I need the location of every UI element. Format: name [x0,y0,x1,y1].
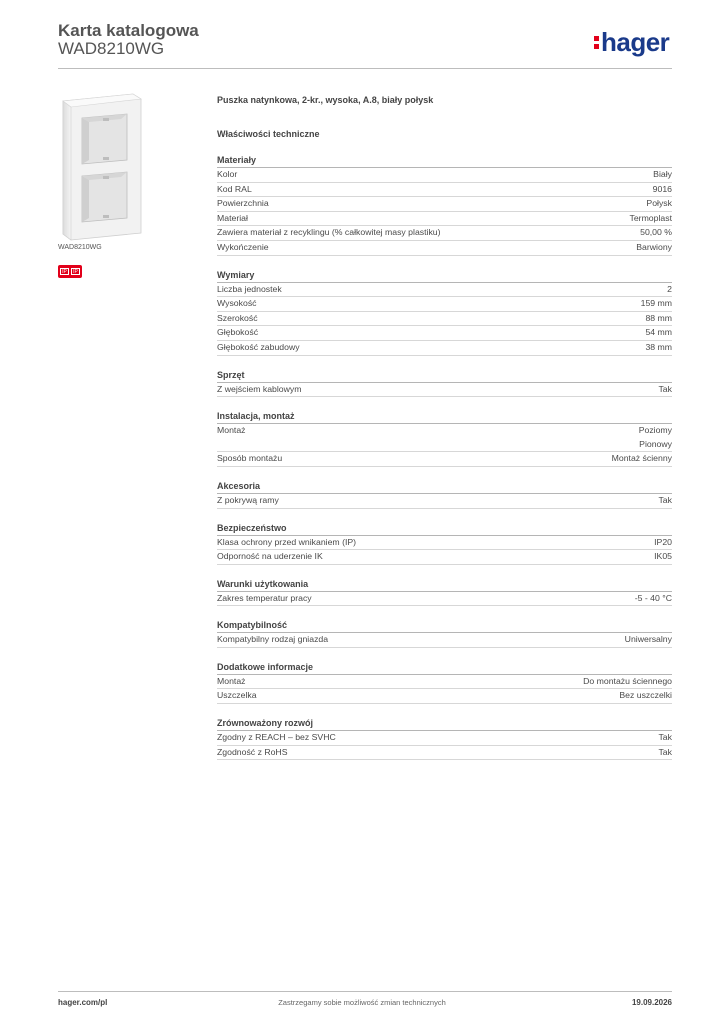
spec-label: Zgodny z REACH – bez SVHC [217,732,336,743]
spec-row [217,297,672,312]
spec-label: Głębokość zabudowy [217,341,300,352]
spec-value [645,312,672,326]
section-title: Wymiary [217,269,672,283]
section-title: Instalacja, montaż [217,410,672,424]
spec-row [217,326,672,341]
spec-label: Z wejściem kablowym [217,383,302,394]
footer-divider [58,991,672,992]
spec-section [217,480,672,509]
spec-value-line: Pionowy [639,438,672,449]
spec-value [612,452,672,466]
spec-label: Montaż [217,425,246,436]
spec-value [639,424,672,451]
spec-row [217,550,672,565]
spec-label: Montaż [217,675,246,686]
image-caption: WAD8210WG [58,244,102,251]
spec-value [619,689,672,703]
spec-value [630,212,673,226]
ip-badge-label: IP [60,268,69,275]
hager-logo [594,27,669,58]
spec-label: Zakres temperatur pracy [217,592,312,603]
spec-row [217,452,672,467]
spec-value-line: 38 mm [645,341,672,352]
section-title: Sprzęt [217,369,672,383]
spec-label: Głębokość [217,327,259,338]
spec-value [645,326,672,340]
spec-value [658,746,672,760]
spec-label: Kompatybilny rodzaj gniazda [217,634,329,645]
spec-value [654,550,672,564]
section-title: Kompatybilność [217,619,672,633]
spec-value-line: Tak [658,383,672,394]
spec-value [635,592,672,606]
logo-dots-icon [594,33,599,52]
product-description: Puszka natynkowa, 2-kr., wysoka, A.8, biały połysk [217,95,434,105]
spec-value-line: Tak [658,732,672,743]
spec-row [217,168,672,183]
spec-value-line: Tak [658,746,672,757]
spec-label: Uszczelka [217,690,257,701]
spec-value-line: 54 mm [645,327,672,338]
spec-row [217,183,672,198]
spec-row [217,424,672,452]
spec-value-line: -5 - 40 °C [634,592,672,603]
spec-value-line: Biały [653,169,672,179]
spec-row [217,312,672,327]
spec-row [217,633,672,648]
spec-label: Liczba jednostek [217,283,282,294]
ip-badge-label: IP [71,268,80,275]
spec-value [658,494,672,508]
spec-label: Sposób montażu [217,453,283,464]
spec-section [217,369,672,398]
spec-row [217,212,672,227]
spec-value-line: Do montażu ściennego [583,675,672,686]
spec-value [653,168,672,182]
spec-value-line: Termoplast [629,212,672,223]
spec-row [217,241,672,256]
spec-value [654,536,672,550]
spec-value [667,283,672,297]
product-code-heading: WAD8210WG [58,39,165,58]
spec-section [217,522,672,565]
technical-properties-title: Właściwości techniczne [217,129,320,139]
spec-row [217,226,672,241]
spec-section [217,269,672,356]
spec-label: Kolor [217,169,238,179]
spec-value [583,675,672,689]
section-title: Dodatkowe informacje [217,661,672,675]
spec-value-line: Tak [658,494,672,505]
section-title: Materiały [217,154,672,168]
spec-label: Zgodność z RoHS [217,746,288,757]
spec-value-line: Montaż ścienny [611,453,672,464]
spec-row [217,689,672,704]
ip-rating-badge-icon [58,265,82,278]
specification-sections [217,154,672,760]
specification-content [217,95,672,760]
spec-label: Wysokość [217,298,257,309]
spec-section [217,661,672,704]
spec-value-line: 159 mm [640,298,672,309]
spec-row [217,675,672,690]
spec-section [217,717,672,760]
spec-label: Z pokrywą ramy [217,494,279,505]
spec-row [217,197,672,212]
spec-row [217,383,672,398]
logo-text: hager [601,27,670,57]
spec-row [217,283,672,298]
footer-website: hager.com/pl [58,998,108,1007]
spec-value-line: 9016 [652,183,672,194]
spec-value-line: 50,00 % [640,227,672,238]
spec-row [217,341,672,356]
spec-value-line: IP20 [654,536,672,547]
spec-section [217,619,672,648]
spec-value-line: 2 [667,283,672,294]
spec-row [217,746,672,761]
spec-section [217,410,672,467]
spec-label: Szerokość [217,312,258,323]
spec-label: Wykończenie [217,241,269,252]
spec-value-line: Barwiony [636,241,672,252]
spec-label: Odporność na uderzenie IK [217,551,323,562]
header-divider [58,68,672,69]
spec-label: Zawiera materiał z recyklingu (% całkowitej masy plastiku) [217,227,441,238]
spec-value [646,197,672,211]
spec-row [217,592,672,607]
spec-value-line: Poziomy [638,425,672,436]
spec-value-line: Połysk [646,198,672,209]
spec-value-line: 88 mm [645,312,672,323]
spec-value [645,341,672,355]
spec-section [217,154,672,256]
product-image [59,91,142,241]
section-title: Zrównoważony rozwój [217,717,672,731]
spec-row [217,731,672,746]
spec-label: Klasa ochrony przed wnikaniem (IP) [217,536,357,547]
spec-label: Powierzchnia [217,198,269,209]
spec-value [636,241,672,255]
footer-disclaimer: Zastrzegamy sobie możliwość zmian technicznych [278,998,446,1007]
spec-label: Materiał [217,212,248,223]
spec-value [653,183,672,197]
section-title: Bezpieczeństwo [217,522,672,536]
spec-label: Kod RAL [217,183,252,194]
spec-value [658,731,672,745]
document-title: Karta katalogowa [58,21,199,40]
spec-value [641,297,672,311]
spec-row [217,494,672,509]
spec-row [217,536,672,551]
spec-value [640,226,672,240]
spec-section [217,578,672,607]
spec-value [658,383,672,397]
spec-value-line: Uniwersalny [624,634,672,645]
spec-value-line: Bez uszczelki [619,690,672,701]
spec-value [625,633,672,647]
section-title: Warunki użytkowania [217,578,672,592]
section-title: Akcesoria [217,480,672,494]
footer-date: 19.09.2026 [631,998,672,1007]
spec-value-line: IK05 [654,551,672,562]
